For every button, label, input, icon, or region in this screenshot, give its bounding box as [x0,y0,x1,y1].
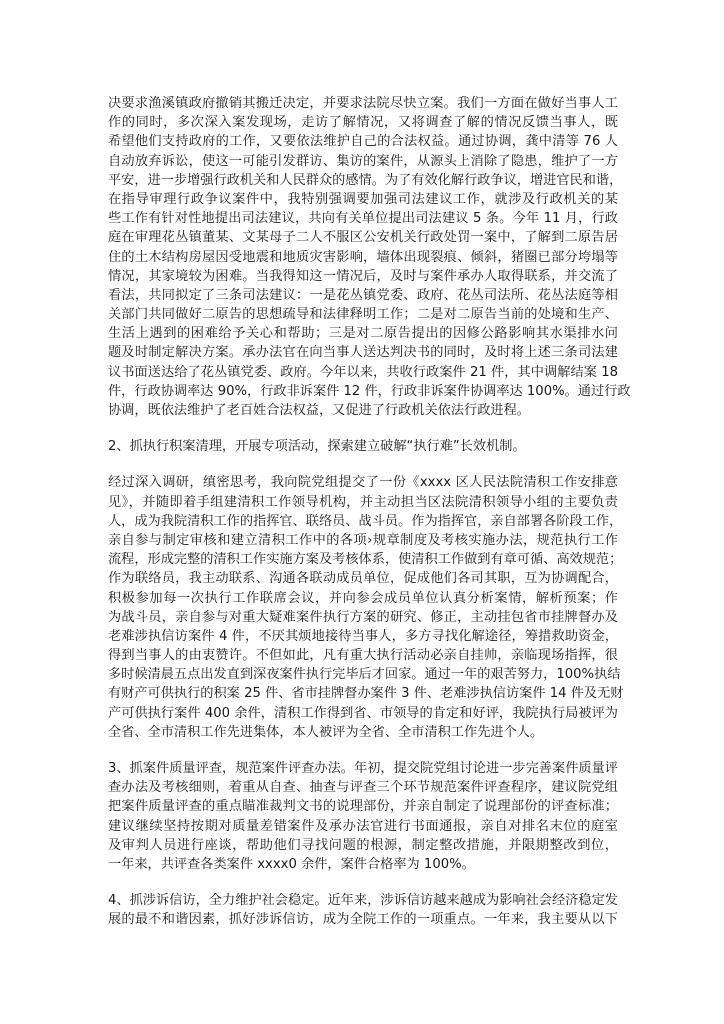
text-line: 有财产可供执行的积案 25 件、省市挂牌督办案件 3 件、老难涉执信访案件 14 件及无财 [108,686,624,702]
text-line: 看法，共同拟定了三条司法建议：一是花丛镇党委、政府、花丛司法所、花丛法庭等相 [108,287,618,303]
text-line: 在指导审理行政争议案件中，我特别强调要加强司法建议工作，就涉及行政机关的某 [108,191,618,207]
text-line: 2、抓执行积案清理，开展专项活动，探索建立破解“执行难”长效机制。 [108,439,526,455]
text-line: 经过深入调研，缜密思考，我向院党组提交了一份《xxxx 区人民法院清积工作安排意 [108,475,618,491]
text-line: 作为联络员，我主动联系、沟通各联动成员单位，促成他们各司其职，互为协调配合， [108,571,618,587]
text-line: 住的土木结构房屋因受地震和地质灾害影响，墙体出现裂痕、倾斜，猪圈已部分垮塌等 [108,249,618,265]
text-line: 些工作有针对性地提出司法建议，共向有关单位提出司法建议 5 条。今年 11 月，行政 [108,211,618,227]
text-line: 希望他们支持政府的工作，又要依法维护自己的合法权益。通过协调，龚中清等 76 人 [108,134,618,150]
text-line: 3、抓案件质量评查，规范案件评查办法。年初，提交院党组讨论进一步完善案件质量评 [108,761,618,776]
text-line: 庭在审理花丛镇董某、文某母子二人不服区公安机关行政处罚一案中，了解到二原告居 [108,230,618,246]
paragraph-spacer [108,742,618,759]
paragraph [108,759,618,874]
text-line: 议书面送达给了花丛镇党委、政府。今年以来，共收行政案件 21 件，其中调解结案 18 [108,364,618,380]
paragraph-spacer [108,420,618,437]
text-line: 流程，形成完整的清积工作实施方案及考核体系，使清积工作做到有章可循、高效规范； [108,552,623,568]
text-line: 积极参加每一次执行工作联席会议，并向参会成员单位认真分析案情，解析预案；作 [108,590,618,606]
text-line: 为战斗员，亲自参与对重大疑难案件执行方案的研究、修正，主动挂包省市挂牌督办及 [108,609,618,625]
text-line: 全省、全市清积工作先进集体，本人被评为全省、全市清积工作先进个人。 [108,724,544,740]
paragraph [108,94,631,420]
text-line: 题及时制定解决方案。承办法官在向当事人送达判决书的同时，及时将上述三条司法建 [108,345,618,361]
text-line: 平安，进一步增强行政机关和人民群众的感情。为了有效化解行政争议，增进官民和谐， [108,172,623,188]
text-line: 亲自参与制定审核和建立清积工作中的各项›规章制度及考核实施办法，规范执行工作 [108,532,618,548]
text-line: 一年来，共评查各类案件 xxxx0 余件，案件合格率为 100%。 [108,856,475,872]
text-line: 产可供执行案件 400 余件，清积工作得到省、市领导的肯定和好评，我院执行局被评为 [108,705,618,721]
paragraph [108,473,624,742]
text-line: 把案件质量评查的重点瞄准裁判文书的说理部份，并亲自制定了说理部份的评查标准； [108,799,618,815]
text-line: 查办法及考核细则，着重从自查、抽查与评查三个环节规范案件评查程序，建议院党组 [108,780,618,796]
text-line: 件，行政协调率达 90%，行政非诉案件 12 件，行政非诉案件协调率达 100%。通过行政 [108,383,631,399]
text-line: 见》，并随即着手组建清积工作领导机构，并主动担当区法院清积领导小组的主要负责 [108,494,618,510]
text-line: 作的同时，多次深入案发现场，走访了解情况，又将调查了解的情况反馈当事人，既 [108,115,618,131]
paragraph-spacer [108,874,618,891]
paragraph [108,437,618,456]
text-line: 建议继续坚持按期对质量差错案件及承办法官进行书面通报，亲自对排名末位的庭室 [108,818,618,834]
text-line: 展的最不和谐因素，抓好涉诉信访，成为全院工作的一项重点。一年来，我主要从以下 [108,912,618,928]
text-line: 及审判人员进行座谈，帮助他们寻找问题的根源，制定整改措施，并限期整改到位， [108,837,618,853]
paragraph [108,891,618,929]
text-line: 自动放弃诉讼，使这一可能引发群访、集访的案件，从源头上消除了隐患，维护了一方 [108,153,618,169]
text-line: 4、抓涉诉信访，全力维护社会稳定。近年来，涉诉信访越来越成为影响社会经济稳定发 [108,893,618,909]
text-line: 生活上遇到的困难给予关心和帮助；三是对二原告提出的因修公路影响其水渠排水问 [108,326,618,342]
text-line: 关部门共同做好二原告的思想疏导和法律释明工作；二是对二原告当前的处境和生产、 [108,307,618,323]
text-line: 人，成为我院清积工作的指挥官、联络员、战斗员。作为指挥官，亲自部署各阶段工作， [108,513,623,529]
text-line: 多时候清晨五点出发直到深夜案件执行完毕后才回家。通过一年的艰苦努力，100%执结 [108,667,621,683]
text-line: 老难涉执信访案件 4 件，不厌其烦地接待当事人，多方寻找化解途径，筹措救助资金， [108,628,618,644]
text-line: 得到当事人的由衷赞许。不但如此，凡有重大执行活动必亲自挂帅，亲临现场指挥，很 [108,648,618,664]
text-line: 决要求渔溪镇政府撤销其搬迁决定，并要求法院尽快立案。我们一方面在做好当事人工 [108,96,618,111]
text-line: 情况，其家境较为困难。当我得知这一情况后，及时与案件承办人取得联系，并交流了 [108,268,618,284]
text-line: 协调，既依法维护了老百姓合法权益，又促进了行政机关依法行政进程。 [108,403,530,418]
document-body [108,94,631,930]
paragraph-spacer [108,456,618,473]
